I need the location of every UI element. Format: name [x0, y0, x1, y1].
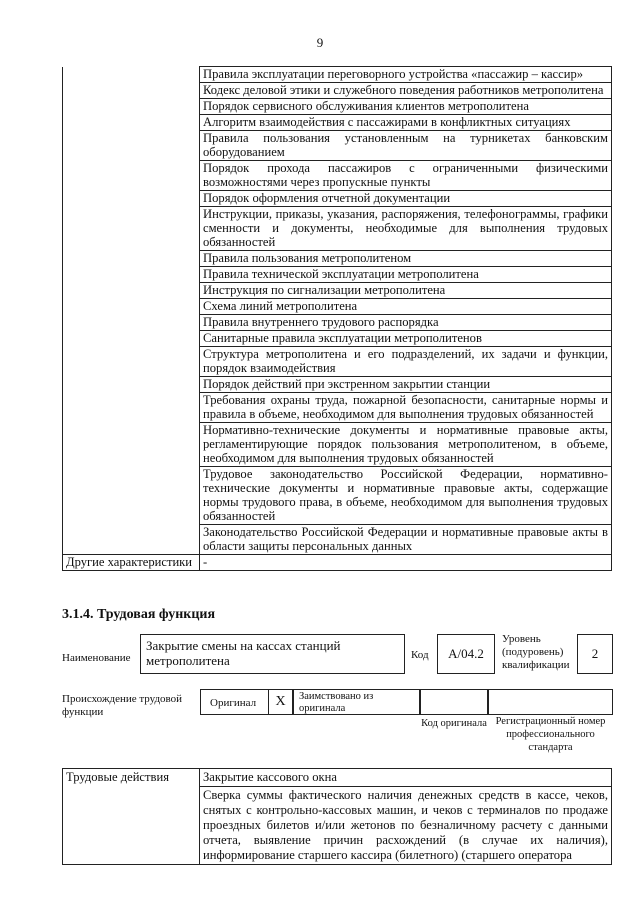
- knowledge-row: Санитарные правила эксплуатации метрополитенов: [200, 331, 612, 347]
- reg-number-caption: Регистрационный номер профессионального стандарта: [495, 716, 606, 753]
- table-left-cell: [63, 377, 200, 393]
- knowledge-row: Правила внутреннего трудового распорядка: [200, 315, 612, 331]
- labor-actions-table: [62, 768, 612, 865]
- knowledge-row: Схема линий метрополитена: [200, 299, 612, 315]
- code-box: [437, 634, 495, 674]
- knowledge-row: Инструкция по сигнализации метрополитена: [200, 283, 612, 299]
- table-left-cell: [63, 283, 200, 299]
- table-left-cell: [63, 423, 200, 467]
- reg-number-cell: [488, 689, 613, 715]
- knowledge-row: Требования охраны труда, пожарной безопасности, санитарные нормы и правила в объеме, необходимом для выполнения трудовых обязанностей: [200, 393, 612, 423]
- table-left-cell: [63, 99, 200, 115]
- code-label: Код: [411, 649, 429, 661]
- table-left-cell: [63, 393, 200, 423]
- page-number: 9: [316, 35, 324, 50]
- table-left-cell: [63, 191, 200, 207]
- original-mark: X: [275, 694, 286, 709]
- code-original-caption: Код оригинала: [421, 718, 487, 729]
- function-name-box: [140, 634, 405, 674]
- knowledge-row: Правила эксплуатации переговорного устройства «пассажир – кассир»: [200, 67, 612, 83]
- knowledge-row: Законодательство Российской Федерации и нормативные правовые акты в области защиты персональных данных: [200, 525, 612, 555]
- function-name: Закрытие смены на кассах станций метрополитена: [146, 638, 341, 668]
- table-left-cell: [63, 131, 200, 161]
- table-left-cell: [63, 67, 200, 83]
- other-characteristics-label: Другие характеристики: [63, 555, 200, 571]
- table-left-cell: [63, 251, 200, 267]
- knowledge-row: Порядок оформления отчетной документации: [200, 191, 612, 207]
- original-label: Оригинал: [210, 697, 257, 709]
- knowledge-row: Правила пользования установленным на турникетах банковским оборудованием: [200, 131, 612, 161]
- knowledge-row: Порядок сервисного обслуживания клиентов метрополитена: [200, 99, 612, 115]
- knowledge-row: Кодекс деловой этики и служебного поведения работников метрополитена: [200, 83, 612, 99]
- knowledge-row: Порядок действий при экстренном закрытии станции: [200, 377, 612, 393]
- other-characteristics-value: -: [200, 555, 612, 571]
- knowledge-row: Правила пользования метрополитеном: [200, 251, 612, 267]
- table-left-cell: [63, 299, 200, 315]
- table-left-cell: [63, 207, 200, 251]
- knowledge-row: Трудовое законодательство Российской Федерации, нормативно-технические документы и нормативные правовые акты, содержащие нормы трудового права, в объеме, необходимом для выполнения трудовых обязанностей: [200, 467, 612, 525]
- table-left-cell: [63, 315, 200, 331]
- knowledge-row: Правила технической эксплуатации метрополитена: [200, 267, 612, 283]
- knowledge-row: Структура метрополитена и его подразделений, их задачи и функции, порядок взаимодействия: [200, 347, 612, 377]
- knowledge-table: [62, 66, 612, 571]
- knowledge-row: Порядок прохода пассажиров с ограниченными физическими возможностями через пропускные пункты: [200, 161, 612, 191]
- actions-label: Трудовые действия: [63, 769, 200, 865]
- table-left-cell: [63, 115, 200, 131]
- level-value: 2: [591, 646, 599, 661]
- level-box: [577, 634, 613, 674]
- knowledge-row: Алгоритм взаимодействия с пассажирами в конфликтных ситуациях: [200, 115, 612, 131]
- table-left-cell: [63, 83, 200, 99]
- table-left-cell: [63, 161, 200, 191]
- code-value: А/04.2: [448, 646, 484, 661]
- original-mark-cell: [268, 689, 293, 715]
- table-left-cell: [63, 331, 200, 347]
- table-left-cell: [63, 467, 200, 525]
- origin-label: Происхождение трудовой функции: [62, 693, 183, 718]
- table-left-cell: [63, 525, 200, 555]
- borrowed-label: Заимствовано из оригинала: [299, 691, 374, 714]
- action-row: Закрытие кассового окна: [200, 769, 612, 787]
- name-label: Наименование: [62, 652, 131, 664]
- action-row: Сверка суммы фактического наличия денежных средств в кассе, чеков, снятых с контрольно-кассовых машин, и чеков с терминалов по продаже проездных билетов и/или жетонов по безналичному расчету с данными отчета, выявление причин расхождений (в случае их наличия), информирование старшего кассира (билетного) (старшего оператора: [200, 787, 612, 865]
- table-left-cell: [63, 347, 200, 377]
- code-original-cell: [420, 689, 488, 715]
- table-left-cell: [63, 267, 200, 283]
- knowledge-row: Нормативно-технические документы и нормативные правовые акты, регламентирующие порядок пользования метрополитеном, в объеме, необходимом для выполнения трудовых обязанностей: [200, 423, 612, 467]
- section-title: 3.1.4. Трудовая функция: [62, 607, 216, 622]
- knowledge-row: Инструкции, приказы, указания, распоряжения, телефонограммы, графики сменности и документы, необходимые для выполнения трудовых обязанностей: [200, 207, 612, 251]
- level-label: Уровень (подуровень) квалификации: [502, 633, 570, 671]
- borrowed-cell: [293, 689, 420, 715]
